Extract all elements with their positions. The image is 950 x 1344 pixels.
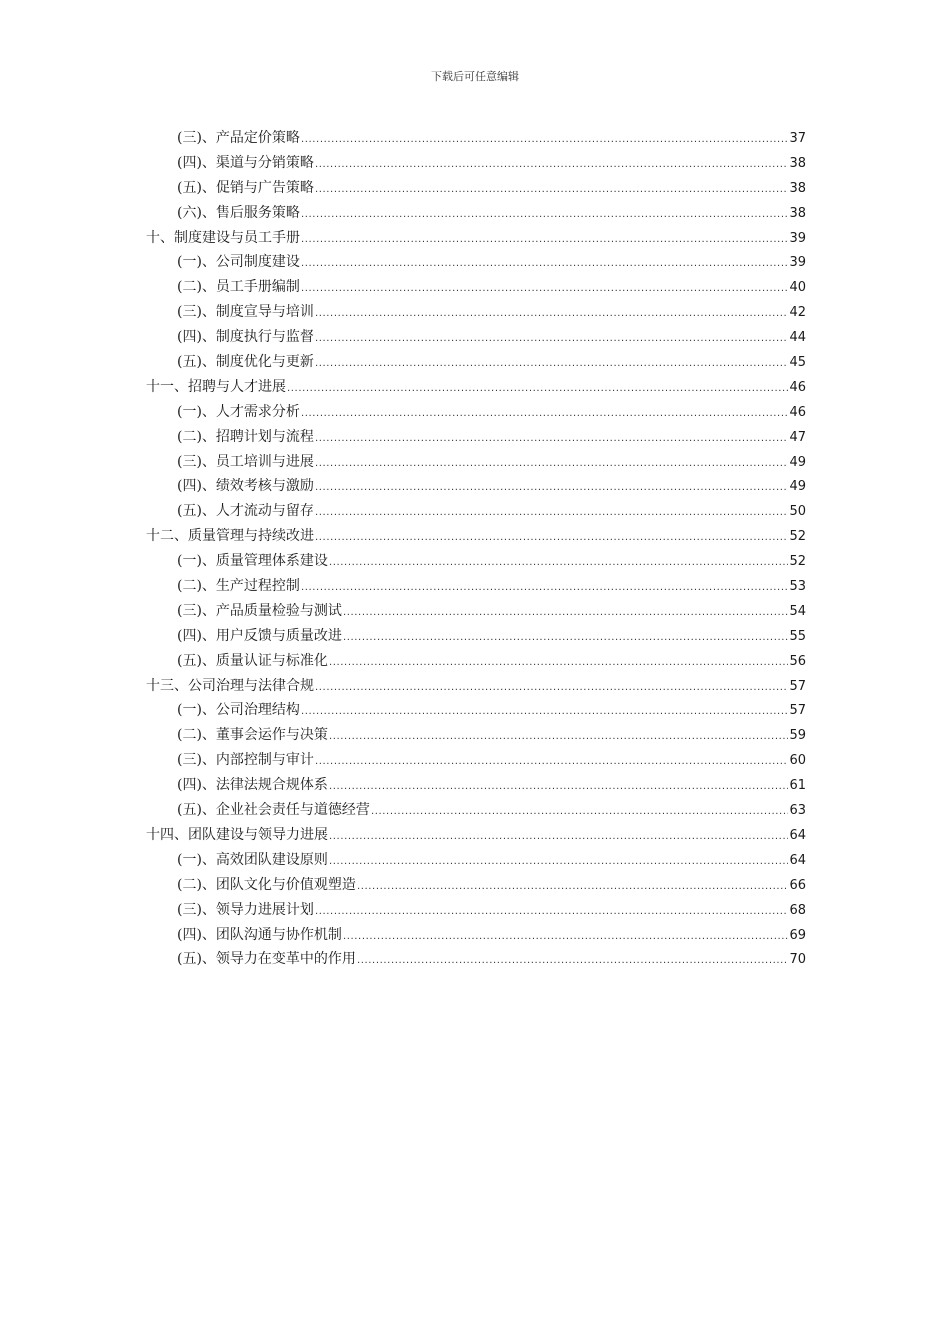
- toc-entry[interactable]: [146, 201, 806, 226]
- toc-entry-title: (三)、员工培训与进展: [177, 453, 314, 470]
- toc-entry[interactable]: [146, 226, 806, 251]
- toc-entry[interactable]: [146, 400, 806, 425]
- toc-entry-page-number: 49: [789, 479, 806, 495]
- toc-dot-leader: [301, 277, 789, 302]
- toc-entry-page-number: 37: [789, 131, 806, 146]
- toc-entry[interactable]: [146, 599, 806, 624]
- toc-entry[interactable]: [146, 898, 806, 923]
- toc-entry[interactable]: [146, 723, 806, 748]
- toc-entry-title: (二)、董事会运作与决策: [177, 727, 328, 744]
- toc-dot-leader: [315, 153, 789, 178]
- toc-dot-leader: [343, 626, 789, 651]
- toc-entry-title: (五)、企业社会责任与道德经营: [177, 802, 370, 819]
- toc-entry-title: (一)、公司制度建设: [177, 254, 300, 271]
- toc-entry-title: (三)、产品定价策略: [177, 130, 300, 146]
- toc-entry-page-number: 57: [789, 703, 806, 719]
- toc-entry-title: (五)、制度优化与更新: [177, 354, 314, 371]
- toc-entry[interactable]: [146, 823, 806, 848]
- toc-entry[interactable]: [146, 848, 806, 873]
- toc-entry[interactable]: [146, 425, 806, 450]
- toc-entry-page-number: 38: [789, 155, 806, 171]
- toc-entry-title: 十四、团队建设与领导力进展: [146, 826, 328, 843]
- toc-entry-title: (一)、高效团队建设原则: [177, 851, 328, 868]
- toc-entry-page-number: 45: [789, 355, 806, 371]
- toc-entry[interactable]: [146, 649, 806, 674]
- toc-entry-title: (一)、人才需求分析: [177, 403, 300, 420]
- table-of-contents: [146, 126, 806, 972]
- toc-dot-leader: [315, 900, 789, 925]
- toc-entry-title: (二)、员工手册编制: [177, 279, 300, 296]
- toc-entry-page-number: 66: [789, 877, 806, 893]
- toc-entry-title: (五)、质量认证与标准化: [177, 652, 328, 669]
- toc-entry[interactable]: [146, 624, 806, 649]
- toc-entry[interactable]: [146, 325, 806, 350]
- toc-entry-title: 十二、质量管理与持续改进: [146, 528, 314, 545]
- toc-dot-leader: [301, 700, 789, 725]
- toc-dot-leader: [301, 576, 789, 601]
- toc-dot-leader: [315, 352, 789, 377]
- toc-entry[interactable]: [146, 574, 806, 599]
- toc-entry-page-number: 55: [789, 628, 806, 644]
- toc-entry[interactable]: [146, 151, 806, 176]
- toc-entry[interactable]: [146, 176, 806, 201]
- toc-entry-title: (四)、法律法规合规体系: [177, 777, 328, 794]
- toc-dot-leader: [329, 775, 789, 800]
- toc-entry-title: (四)、用户反馈与质量改进: [177, 627, 342, 644]
- toc-dot-leader: [343, 925, 789, 950]
- toc-dot-leader: [315, 178, 789, 203]
- toc-entry-page-number: 50: [789, 504, 806, 520]
- toc-dot-leader: [329, 651, 789, 676]
- toc-entry-page-number: 64: [789, 827, 806, 843]
- toc-entry-page-number: 52: [789, 529, 806, 545]
- toc-dot-leader: [301, 228, 788, 253]
- toc-entry[interactable]: [146, 499, 806, 524]
- toc-entry-page-number: 57: [789, 678, 806, 694]
- toc-entry-title: 十、制度建设与员工手册: [146, 229, 300, 246]
- toc-entry-page-number: 59: [789, 728, 806, 744]
- toc-entry[interactable]: [146, 350, 806, 375]
- toc-dot-leader: [329, 725, 789, 750]
- toc-dot-leader: [315, 302, 789, 327]
- toc-dot-leader: [315, 452, 789, 477]
- toc-entry[interactable]: [146, 524, 806, 549]
- toc-entry-page-number: 46: [789, 379, 806, 395]
- toc-dot-leader: [315, 501, 789, 526]
- toc-entry-title: (五)、人才流动与留存: [177, 503, 314, 520]
- toc-entry-page-number: 47: [789, 429, 806, 445]
- toc-entry-page-number: 70: [789, 952, 806, 968]
- toc-entry-page-number: 44: [789, 330, 806, 346]
- toc-entry[interactable]: [146, 923, 806, 948]
- toc-entry-title: (三)、制度宣导与培训: [177, 304, 314, 321]
- toc-dot-leader: [357, 949, 789, 974]
- toc-entry[interactable]: [146, 474, 806, 499]
- toc-entry-title: (四)、团队沟通与协作机制: [177, 926, 342, 943]
- toc-entry-page-number: 38: [789, 205, 806, 221]
- toc-dot-leader: [301, 252, 789, 277]
- toc-entry[interactable]: [146, 549, 806, 574]
- page-header: 下载后可任意编辑: [431, 70, 519, 83]
- toc-entry[interactable]: [146, 748, 806, 773]
- toc-dot-leader: [329, 850, 789, 875]
- toc-entry-page-number: 54: [789, 603, 806, 619]
- toc-entry-page-number: 52: [789, 554, 806, 570]
- toc-entry-title: 十三、公司治理与法律合规: [146, 677, 314, 694]
- toc-entry-title: (二)、团队文化与价值观塑造: [177, 876, 356, 893]
- toc-entry-title: (六)、售后服务策略: [177, 204, 300, 221]
- toc-entry[interactable]: [146, 674, 806, 699]
- toc-dot-leader: [329, 825, 788, 850]
- toc-entry[interactable]: [146, 126, 806, 151]
- toc-entry[interactable]: [146, 873, 806, 898]
- toc-dot-leader: [329, 551, 789, 576]
- toc-entry-title: (五)、领导力在变革中的作用: [177, 951, 356, 968]
- toc-dot-leader: [343, 601, 789, 626]
- toc-entry[interactable]: [146, 250, 806, 275]
- toc-entry-title: (一)、质量管理体系建设: [177, 553, 328, 570]
- toc-entry-title: (三)、产品质量检验与测试: [177, 602, 342, 619]
- toc-entry-page-number: 40: [789, 280, 806, 296]
- toc-entry[interactable]: [146, 798, 806, 823]
- toc-entry-page-number: 42: [789, 305, 806, 321]
- toc-entry[interactable]: [146, 773, 806, 798]
- toc-entry-page-number: 69: [789, 927, 806, 943]
- toc-entry[interactable]: [146, 275, 806, 300]
- toc-dot-leader: [301, 402, 789, 427]
- toc-dot-leader: [315, 676, 788, 701]
- toc-entry-title: (三)、领导力进展计划: [177, 901, 314, 918]
- toc-entry-page-number: 63: [789, 803, 806, 819]
- toc-entry-page-number: 38: [789, 180, 806, 196]
- toc-entry-page-number: 68: [789, 902, 806, 918]
- toc-entry-page-number: 64: [789, 852, 806, 868]
- toc-entry-page-number: 46: [789, 404, 806, 420]
- toc-dot-leader: [315, 327, 789, 352]
- toc-dot-leader: [287, 377, 788, 402]
- toc-entry[interactable]: [146, 698, 806, 723]
- toc-entry-page-number: 56: [789, 653, 806, 669]
- toc-entry-page-number: 49: [789, 454, 806, 470]
- toc-entry-title: (三)、内部控制与审计: [177, 752, 314, 769]
- toc-entry-page-number: 39: [789, 255, 806, 271]
- toc-entry[interactable]: [146, 450, 806, 475]
- toc-entry-title: (二)、招聘计划与流程: [177, 428, 314, 445]
- toc-entry[interactable]: [146, 375, 806, 400]
- toc-dot-leader: [315, 476, 789, 501]
- toc-entry[interactable]: [146, 947, 806, 972]
- toc-dot-leader: [371, 800, 789, 825]
- toc-dot-leader: [301, 203, 789, 228]
- toc-dot-leader: [315, 750, 789, 775]
- toc-entry-title: (四)、绩效考核与激励: [177, 478, 314, 495]
- toc-entry-page-number: 61: [789, 778, 806, 794]
- toc-entry-title: (四)、制度执行与监督: [177, 329, 314, 346]
- toc-entry-title: (四)、渠道与分销策略: [177, 154, 314, 171]
- toc-entry-page-number: 39: [789, 230, 806, 246]
- toc-entry-title: (二)、生产过程控制: [177, 578, 300, 595]
- toc-entry-page-number: 60: [789, 753, 806, 769]
- toc-dot-leader: [315, 427, 789, 452]
- toc-entry-title: (五)、促销与广告策略: [177, 179, 314, 196]
- toc-entry-title: 十一、招聘与人才进展: [146, 378, 286, 395]
- toc-dot-leader: [315, 526, 788, 551]
- toc-dot-leader: [357, 875, 789, 900]
- toc-entry-page-number: 53: [789, 579, 806, 595]
- toc-dot-leader: [301, 128, 789, 153]
- toc-entry-title: (一)、公司治理结构: [177, 702, 300, 719]
- toc-entry[interactable]: [146, 300, 806, 325]
